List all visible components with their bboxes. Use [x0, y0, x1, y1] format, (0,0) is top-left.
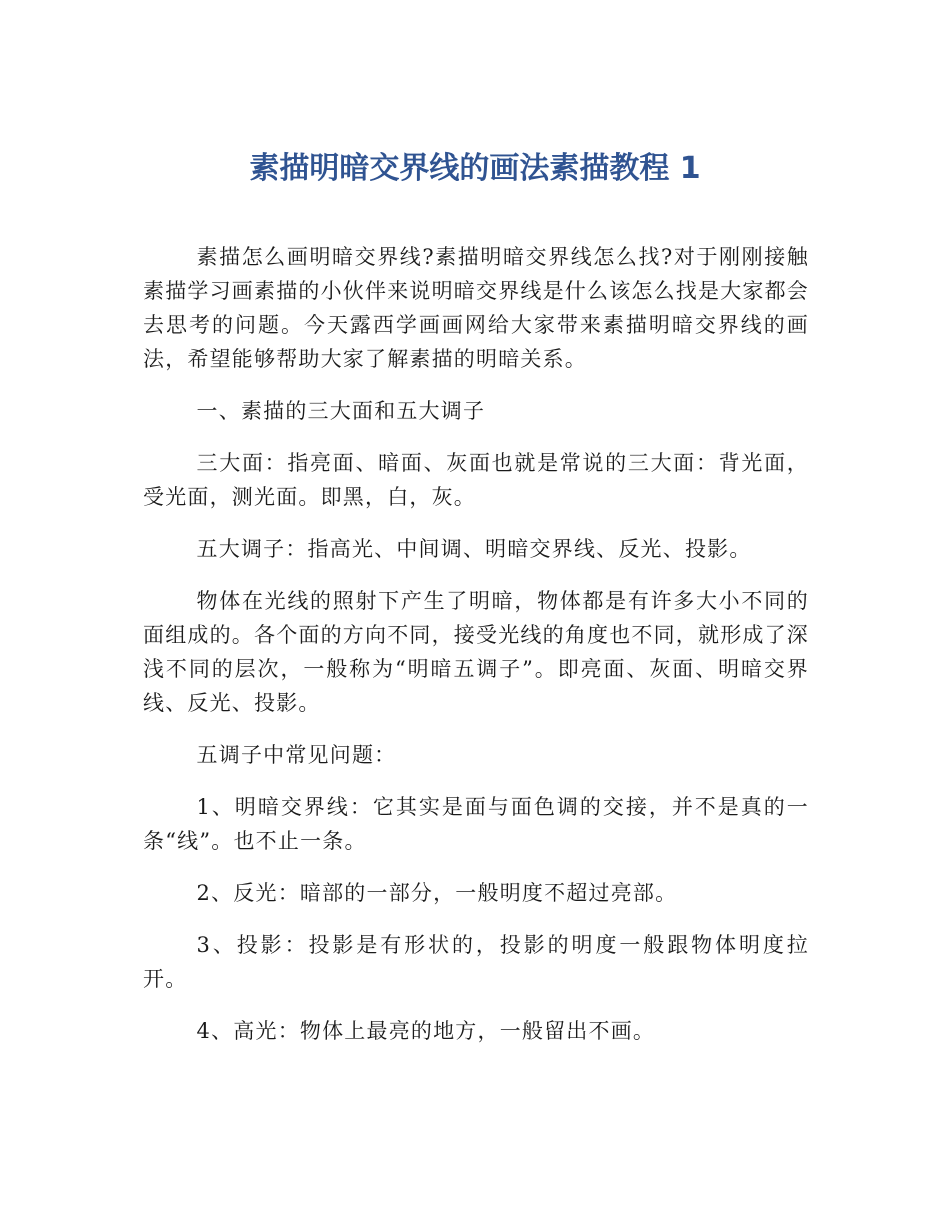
issue-item-terminator: 1、明暗交界线：它其实是面与面色调的交接，并不是真的一条“线”。也不止一条。 — [143, 795, 809, 853]
issue-item-reflected-light: 2、反光：暗部的一部分，一般明度不超过亮部。 — [196, 881, 678, 905]
five-tones-paragraph: 五大调子：指高光、中间调、明暗交界线、反光、投影。 — [196, 537, 752, 561]
three-faces-paragraph: 三大面：指亮面、暗面、灰面也就是常说的三大面：背光面，受光面，测光面。即黑，白，灰。 — [143, 451, 809, 509]
document-title: 素描明暗交界线的画法素描教程 1 — [249, 151, 701, 186]
issue-item-cast-shadow: 3、投影：投影是有形状的，投影的明度一般跟物体明度拉开。 — [143, 933, 809, 991]
intro-paragraph: 素描怎么画明暗交界线?素描明暗交界线怎么找?对于刚刚接触素描学习画素描的小伙伴来说明暗交界线是什么该怎么找是大家都会去思考的问题。今天露西学画画网给大家带来素描明暗交界线的画法，希望能够帮助大家了解素描的明暗关系。 — [143, 245, 809, 371]
issue-item-highlight: 4、高光：物体上最亮的地方，一般留出不画。 — [196, 1019, 656, 1043]
light-explanation-paragraph: 物体在光线的照射下产生了明暗，物体都是有许多大小不同的面组成的。各个面的方向不同，接受光线的角度也不同，就形成了深浅不同的层次，一般称为“明暗五调子”。即亮面、灰面、明暗交界线、反光、投影。 — [143, 589, 809, 715]
section-heading: 一、素描的三大面和五大调子 — [196, 399, 486, 423]
document-body — [143, 240, 809, 1066]
common-issues-heading: 五调子中常见问题： — [196, 743, 397, 767]
